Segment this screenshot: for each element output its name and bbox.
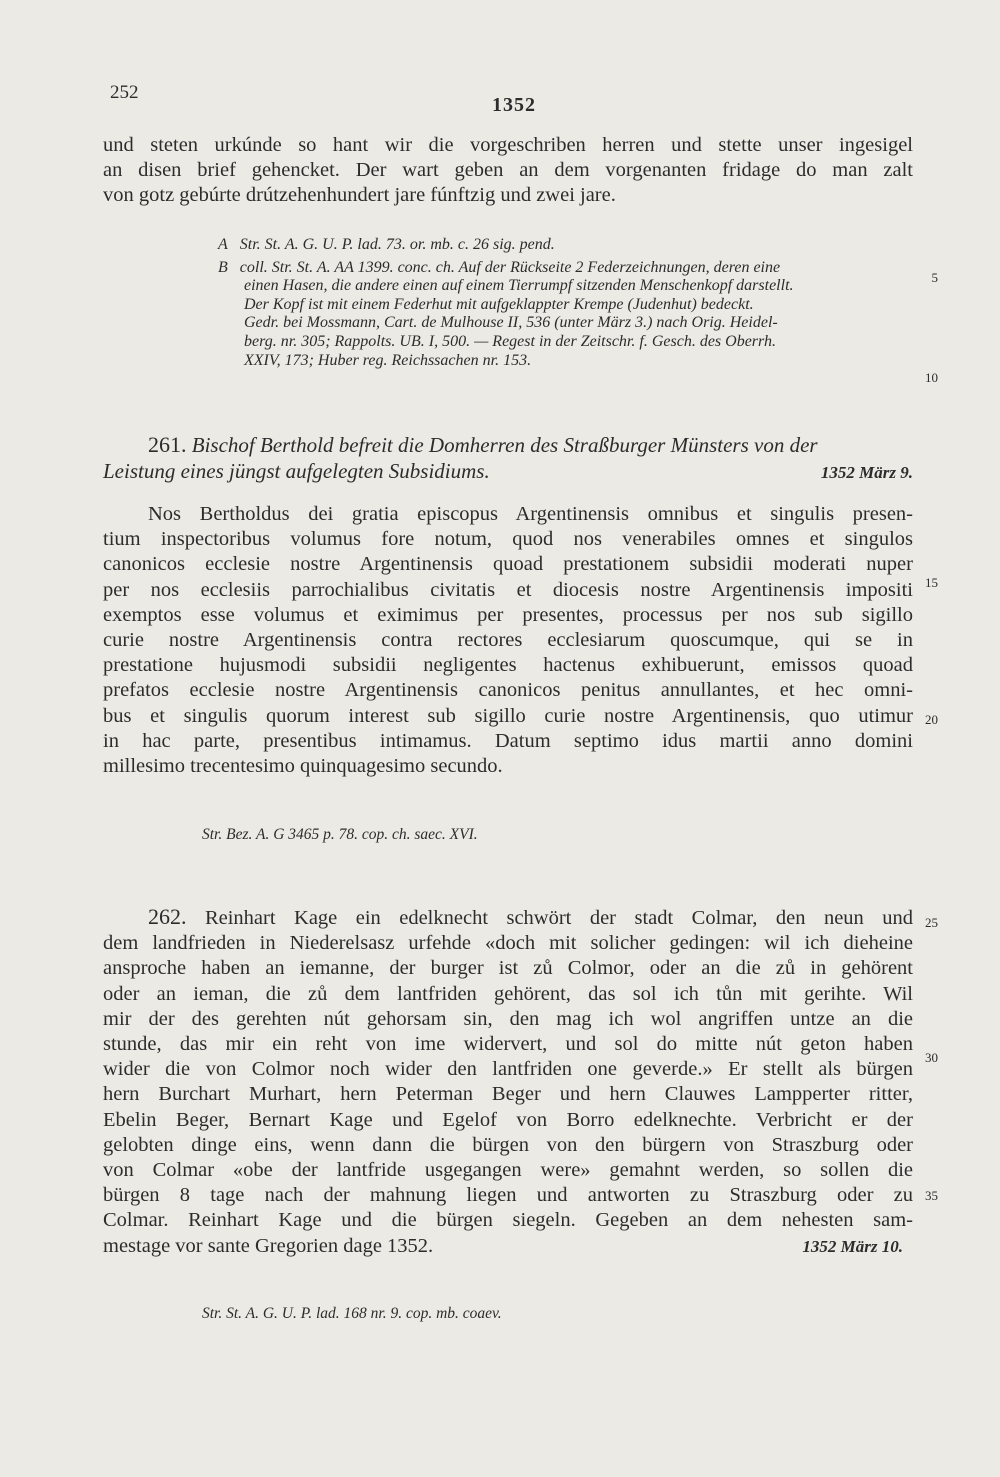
margin-line-number: 5: [931, 270, 938, 285]
text-line: mestage vor sante Gregorien dage 1352.: [103, 1234, 434, 1257]
note-line: Gedr. bei Mossmann, Cart. de Mulhouse II, 536 (unter März 3.) nach Orig. Heidel-: [244, 314, 778, 332]
doc261-number: 261.: [148, 432, 187, 457]
margin-line-number: 30: [925, 1050, 938, 1065]
doc262-date: 1352 März 10.: [802, 1236, 903, 1256]
running-year: 1352: [492, 94, 536, 116]
margin-line-number: 20: [925, 712, 938, 727]
text-line: prefatos ecclesie nostre Argentinensis canonicos penitus annullantes, et hec omni-: [103, 679, 913, 702]
note-line: Der Kopf ist mit einem Federhut mit aufgeklappter Krempe (Judenhut) bedeckt.: [244, 295, 754, 313]
text-line: wider die von Colmor noch wider den lantfriden one geverde.» Er stellt als bürgen: [103, 1058, 913, 1081]
text-line: Ebelin Beger, Bernart Kage und Egelof von Borro edelknechte. Verbricht er der: [103, 1108, 913, 1131]
note-line: einen Hasen, die andere einen auf einem Tierrumpf sitzenden Menschenkopf darstellt.: [244, 277, 794, 295]
text-line: exemptos esse volumus et eximimus per presentes, processus per nos sub sigillo: [103, 603, 913, 626]
text-line: bürgen 8 tage nach der mahnung liegen und antworten zu Straszburg oder zu: [103, 1184, 913, 1207]
text-line: bus et singulis quorum interest sub sigillo curie nostre Argentinensis, quo utimur: [103, 704, 913, 727]
text-line: Nos Bertholdus dei gratia episcopus Argentinensis omnibus et singulis presen-: [148, 503, 913, 525]
note-a: A Str. St. A. G. U. P. lad. 73. or. mb. c. 26 sig. pend.: [218, 236, 555, 253]
doc261-date: 1352 März 9.: [820, 463, 913, 482]
text-line: mir der des gerehten nút gehorsam sin, den mag ich wol angriffen untze an die: [103, 1007, 913, 1030]
source-notes: [218, 236, 908, 370]
doc261-title-line: Bischof Berthold befreit die Domherren des Straßburger Münsters von der: [191, 433, 818, 457]
text-line: von gotz gebúrte drútzehenhundert jare fúnftzig und zwei jare.: [103, 184, 616, 207]
text-line: tium inspectoribus volumus fore notum, quod nos venerabiles omnes et singulos: [103, 528, 913, 551]
text-line: curie nostre Argentinensis contra rectores ecclesiarum quoscumque, qui se in: [103, 629, 913, 652]
text-line: gelobten dinge eins, wenn dann die bürgen von den bürgern von Straszburg oder: [103, 1133, 913, 1156]
doc262-number: 262.: [148, 904, 187, 929]
text-line: Colmar. Reinhart Kage und die bürgen siegeln. Gegeben an dem nehesten sam-: [103, 1209, 913, 1232]
doc262-text: [103, 904, 913, 1259]
text-line: millesimo trecentesimo quinquagesimo secundo.: [103, 755, 503, 778]
text-line: hern Burchart Murhart, hern Peterman Beger und hern Clauwes Lampperter ritter,: [103, 1083, 913, 1106]
text-line: oder an ieman, die zů dem lantfriden gehörent, das sol ich tůn mit gerihte. Wil: [103, 982, 913, 1005]
text-line: prestatione hujusmodi subsidii negligentes hactenus exhibuerunt, emissos quoad: [103, 654, 913, 677]
text-line: ansproche haben an iemanne, der burger ist zů Colmor, oder an die zů in gehörent: [103, 957, 913, 980]
doc262-source: Str. St. A. G. U. P. lad. 168 nr. 9. cop. mb. coaev.: [202, 1305, 502, 1322]
text-line: dem landfrieden in Niederelsasz urfehde «doch mit solicher gedingen: wil ich dieheine: [103, 932, 913, 955]
note-b: B coll. Str. St. A. AA 1399. conc. ch. Auf der Rückseite 2 Federzeichnungen, deren eine: [218, 258, 781, 276]
text-line: per nos ecclesiis parrochialibus civitatis et diocesis nostre Argentinensis impositi: [103, 578, 913, 601]
continuation-text: [103, 133, 913, 209]
text-line: 262. Reinhart Kage ein edelknecht schwört der stadt Colmar, den neun und: [148, 904, 914, 929]
text-line: in hac parte, presentibus intimamus. Datum septimo idus martii anno domini: [103, 729, 913, 752]
margin-line-number: 25: [925, 915, 938, 930]
text-line: an disen brief gehencket. Der wart geben an dem vorgenanten fridage do man zalt: [103, 159, 913, 182]
doc261-heading: [103, 432, 913, 486]
text-line: canonicos ecclesie nostre Argentinensis quoad prestationem subsidii moderati nuper: [103, 553, 913, 576]
margin-line-number: 15: [925, 575, 938, 590]
note-line: XXIV, 173; Huber reg. Reichssachen nr. 153.: [244, 351, 532, 369]
margin-line-number: 35: [925, 1188, 938, 1203]
doc261-source: Str. Bez. A. G 3465 p. 78. cop. ch. saec. XVI.: [202, 826, 478, 843]
text-line: und steten urkúnde so hant wir die vorgeschriben herren und stette unser ingesigel: [103, 134, 913, 156]
note-line: berg. nr. 305; Rappolts. UB. I, 500. — Regest in der Zeitschr. f. Gesch. des Oberrh.: [244, 332, 776, 350]
text-line: stunde, das mir ein reht von ime widervert, und sol do mitte nút geton haben: [103, 1033, 913, 1056]
doc261-title-line: Leistung eines jüngst aufgelegten Subsidiums.: [103, 459, 490, 483]
text-line: von Colmar «obe der lantfride usgegangen were» gemahnt werden, so sollen die: [103, 1159, 913, 1182]
page-number: 252: [110, 82, 139, 103]
margin-line-number: 10: [925, 370, 938, 385]
doc261-text: [103, 502, 913, 779]
